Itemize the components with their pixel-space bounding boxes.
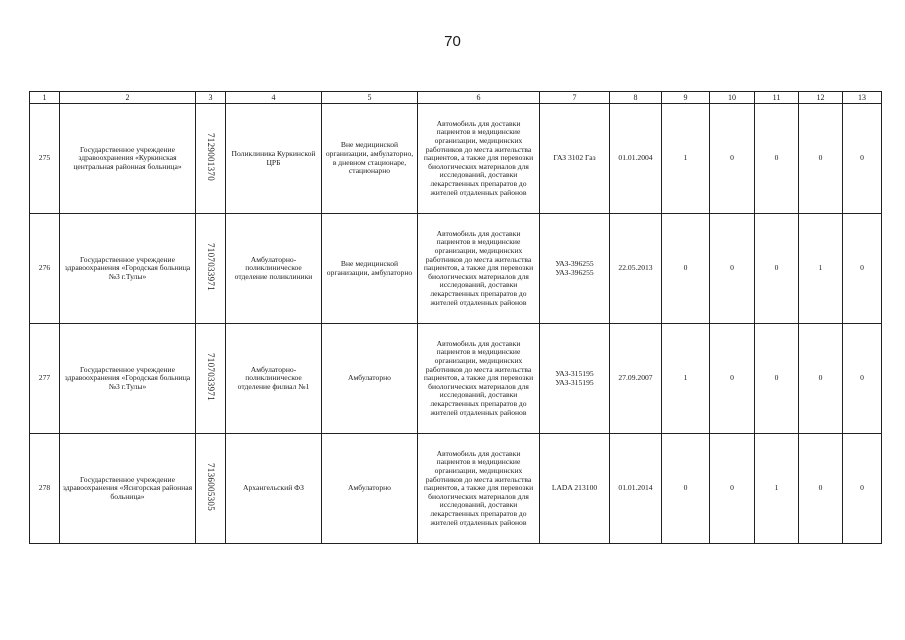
count-cell: 0 (662, 214, 710, 324)
row-number: 278 (30, 434, 60, 544)
column-header: 12 (799, 92, 843, 104)
header-row (30, 92, 882, 104)
vehicle-cell: LADA 213100 (540, 434, 610, 544)
organization-cell: Государственное учреждение здравоохранения «Яснгорская районная больница» (60, 434, 196, 544)
count-cell: 1 (799, 214, 843, 324)
date-cell: 01.01.2014 (610, 434, 662, 544)
purpose-cell: Автомобиль для доставки пациентов в медицинские организации, медицинских работников до места жительства пациентов, а также для перевозки биологических материалов для исследований, доставки лекарственных препаратов до жителей отдаленных районов (418, 434, 540, 544)
organization-cell: Государственное учреждение здравоохранения «Городская больница №3 г.Тулы» (60, 324, 196, 434)
inn-cell (196, 104, 226, 214)
column-header: 2 (60, 92, 196, 104)
inn-text: 7136005305 (205, 463, 216, 512)
column-header: 6 (418, 92, 540, 104)
count-cell: 0 (710, 324, 755, 434)
inn-cell (196, 214, 226, 324)
vehicle-table (29, 91, 882, 544)
inn-text: 7129001370 (205, 133, 216, 182)
column-header: 3 (196, 92, 226, 104)
division-cell: Архангельский ФЗ (226, 434, 322, 544)
count-cell: 0 (843, 104, 882, 214)
column-header: 9 (662, 92, 710, 104)
inn-cell (196, 434, 226, 544)
table-row (30, 324, 882, 434)
count-cell: 0 (710, 104, 755, 214)
column-header: 11 (755, 92, 799, 104)
inn-cell (196, 324, 226, 434)
count-cell: 0 (799, 324, 843, 434)
count-cell: 0 (843, 434, 882, 544)
count-cell: 0 (710, 214, 755, 324)
row-number: 275 (30, 104, 60, 214)
count-cell: 0 (799, 104, 843, 214)
count-cell: 1 (755, 434, 799, 544)
column-header: 1 (30, 92, 60, 104)
count-cell: 0 (755, 324, 799, 434)
date-cell: 22.05.2013 (610, 214, 662, 324)
inn-text: 7107033971 (205, 353, 216, 402)
care-conditions-cell: Амбулаторно (322, 324, 418, 434)
row-number: 276 (30, 214, 60, 324)
table-row (30, 104, 882, 214)
purpose-cell: Автомобиль для доставки пациентов в медицинские организации, медицинских работников до места жительства пациентов, а также для перевозки биологических материалов для исследований, доставки лекарственных препаратов до жителей отдаленных районов (418, 104, 540, 214)
count-cell: 0 (843, 324, 882, 434)
count-cell: 1 (662, 104, 710, 214)
organization-cell: Государственное учреждение здравоохранения «Куркинская центральная районная больница» (60, 104, 196, 214)
vehicle-cell: ГАЗ 3102 Газ (540, 104, 610, 214)
column-header: 7 (540, 92, 610, 104)
date-cell: 27.09.2007 (610, 324, 662, 434)
page-number: 70 (444, 33, 461, 50)
division-cell: Поликлиника Куркинской ЦРБ (226, 104, 322, 214)
vehicle-cell: УАЗ-315195 УАЗ-315195 (540, 324, 610, 434)
count-cell: 0 (755, 214, 799, 324)
division-cell: Амбулаторно-поликлиническое отделение филиал №1 (226, 324, 322, 434)
count-cell: 0 (662, 434, 710, 544)
row-number: 277 (30, 324, 60, 434)
organization-cell: Государственное учреждение здравоохранения «Городская больница №3 г.Тулы» (60, 214, 196, 324)
care-conditions-cell: Амбулаторно (322, 434, 418, 544)
count-cell: 0 (799, 434, 843, 544)
purpose-cell: Автомобиль для доставки пациентов в медицинские организации, медицинских работников до места жительства пациентов, а также для перевозки биологических материалов для исследований, доставки лекарственных препаратов до жителей отдаленных районов (418, 324, 540, 434)
care-conditions-cell: Вне медицинской организации, амбулаторно (322, 214, 418, 324)
table-row (30, 214, 882, 324)
division-cell: Амбулаторно-поликлиническое отделение поликлиники (226, 214, 322, 324)
column-header: 5 (322, 92, 418, 104)
vehicle-cell: УАЗ-396255 УАЗ-396255 (540, 214, 610, 324)
column-header: 8 (610, 92, 662, 104)
count-cell: 0 (755, 104, 799, 214)
care-conditions-cell: Вне медицинской организации, амбулаторно, в дневном стационаре, стационарно (322, 104, 418, 214)
count-cell: 0 (710, 434, 755, 544)
count-cell: 0 (843, 214, 882, 324)
purpose-cell: Автомобиль для доставки пациентов в медицинские организации, медицинских работников до места жительства пациентов, а также для перевозки биологических материалов для исследований, доставки лекарственных препаратов до жителей отдаленных районов (418, 214, 540, 324)
count-cell: 1 (662, 324, 710, 434)
table-row (30, 434, 882, 544)
column-header: 4 (226, 92, 322, 104)
inn-text: 7107033971 (205, 243, 216, 292)
column-header: 13 (843, 92, 882, 104)
date-cell: 01.01.2004 (610, 104, 662, 214)
column-header: 10 (710, 92, 755, 104)
